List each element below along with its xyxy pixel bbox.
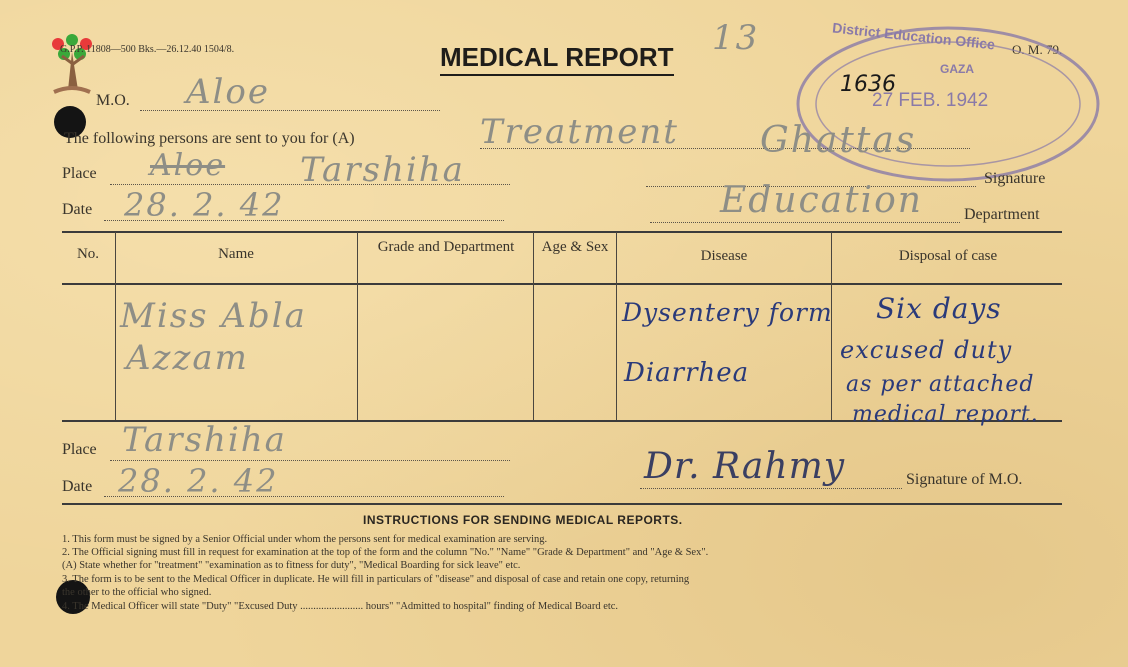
department-dotline xyxy=(650,222,960,223)
cell-disposal-line4: medical report. xyxy=(852,402,1039,427)
mo-label: M.O. xyxy=(96,92,130,109)
cell-disease-line2: Diarrhea xyxy=(624,358,750,388)
serial-number: 1636 xyxy=(840,72,896,97)
signature-label: Signature xyxy=(984,170,1046,187)
place-value: Tarshiha xyxy=(300,150,465,190)
page-number-handwritten: 13 xyxy=(712,18,760,58)
date-value: 28. 2. 42 xyxy=(124,186,285,224)
instruction-3b: the other to the official who signed. xyxy=(62,587,212,598)
col-header-disposal: Disposal of case xyxy=(898,248,998,264)
persons-label: The following persons are sent to you for (A) xyxy=(64,130,355,147)
instruction-4: 4. The Medical Officer will state "Duty" "Excused Duty ........................ hours" "Admitted to hospital" finding of Medical Board etc. xyxy=(62,601,619,612)
mo-signature-dotline xyxy=(640,488,902,489)
cell-name-line1: Miss Abla xyxy=(120,296,307,336)
stamp-date: 27 FEB. 1942 xyxy=(872,90,989,111)
stamp-office-name: District Education Office xyxy=(831,19,996,53)
col-header-grade: Grade and Department xyxy=(377,239,515,255)
bottom-place-dotline xyxy=(110,460,510,461)
cell-name-line2: Azzam xyxy=(126,338,249,378)
col-header-age-sex: Age & Sex xyxy=(541,239,609,255)
bottom-place-value: Tarshiha xyxy=(122,420,287,460)
cell-disease-line1: Dysentery form xyxy=(622,298,833,327)
bottom-date-value: 28. 2. 42 xyxy=(118,462,279,500)
col-header-name: Name xyxy=(218,246,254,262)
form-code: O. M. 79. xyxy=(1012,42,1063,57)
cell-disposal-line3: as per attached xyxy=(846,372,1035,397)
bottom-date-label: Date xyxy=(62,478,93,495)
instruction-3: 3. The form is to be sent to the Medical Officer in duplicate. He will fill in particulars of "disease" and disposal of case and retain one copy, returning xyxy=(62,574,690,585)
mo-value: Aloe xyxy=(186,72,271,112)
mo-dotline xyxy=(140,110,440,111)
instruction-2a: (A) State whether for "treatment" "examination as to fitness for duty", "Medical Boarding for sick leave" etc. xyxy=(62,560,521,571)
instructions-rule xyxy=(62,503,1062,505)
mo-signature-handwritten: Dr. Rahmy xyxy=(644,446,846,487)
cell-disposal-line2: excused duty xyxy=(840,336,1013,364)
place-struck: Aloe xyxy=(150,148,226,183)
department-value: Education xyxy=(720,180,923,221)
date-label: Date xyxy=(62,201,93,218)
cell-disposal-line1: Six days xyxy=(876,292,1002,325)
col-divider-2 xyxy=(357,232,358,420)
bottom-place-label: Place xyxy=(62,441,97,458)
instructions-title: INSTRUCTIONS FOR SENDING MEDICAL REPORTS. xyxy=(363,513,683,527)
archive-tree-logo-icon xyxy=(44,30,100,102)
instruction-2: 2. The Official signing must fill in request for examination at the top of the form and the column "No." "Name" "Grade & Department" and "Age & Sex". xyxy=(62,547,709,558)
page-title: MEDICAL REPORT xyxy=(440,42,674,76)
col-divider-3 xyxy=(533,232,534,420)
print-code: G.P.P. 11808—500 Bks.—26.12.40 1504/8. xyxy=(60,44,235,55)
col-header-no: No. xyxy=(76,246,100,262)
table-top-rule xyxy=(62,231,1062,233)
mo-signature-label: Signature of M.O. xyxy=(906,471,1023,488)
table-header-rule xyxy=(62,283,1062,285)
persons-value: Treatment xyxy=(480,112,679,152)
instruction-1: 1. This form must be signed by a Senior Official under whom the persons sent for medical examination are serving. xyxy=(62,534,548,545)
department-label: Department xyxy=(964,206,1040,223)
col-header-disease: Disease xyxy=(700,248,748,264)
signature-handwritten: Ghattas xyxy=(760,120,917,161)
place-label: Place xyxy=(62,165,97,182)
stamp-location: GAZA xyxy=(940,62,974,76)
